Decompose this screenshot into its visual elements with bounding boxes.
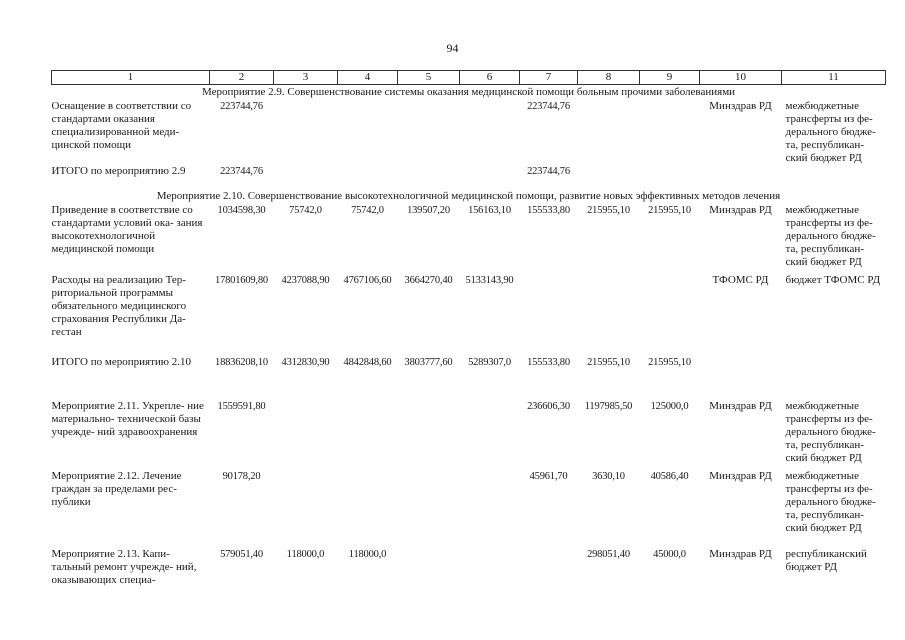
table-row [52, 274, 886, 356]
section-heading-row [52, 85, 886, 101]
activity-name: ИТОГО по мероприятию 2.9 [51, 165, 186, 177]
cell-year: 155533,80 [527, 205, 570, 216]
cell-year: 223744,76 [527, 101, 570, 112]
cell-year [640, 274, 700, 356]
activity-name: Приведение в соответствие со стандартами условий ока- зания высокотехнологичной медицинской помощи [51, 204, 203, 255]
cell-year [338, 100, 398, 165]
cell-year: 75742,0 [351, 205, 384, 216]
funding-source [782, 165, 886, 189]
cell-year: 3803777,60 [404, 357, 453, 368]
cell-total: 223744,76 [220, 101, 263, 112]
cell-year: 4237088,90 [281, 275, 330, 286]
activity-name: Мероприятие 2.13. Капи- тальный ремонт учрежде- ний, оказывающих специа- [51, 548, 197, 586]
table-row-total [52, 165, 886, 189]
funding-source: межбюджетные трансферты из фе- дерального бюдже- та, республикан- ский бюджет РД [785, 204, 876, 268]
cell-year: 215955,10 [587, 205, 630, 216]
cell-year [460, 100, 520, 165]
executor [700, 356, 782, 400]
cell-year: 155533,80 [527, 357, 570, 368]
funding-source: межбюджетные трансферты из фе- дерального бюдже- та, республикан- ский бюджет РД [785, 100, 876, 164]
cell-year: 223744,76 [527, 166, 570, 177]
cell-year [460, 165, 520, 189]
column-number-row [52, 71, 886, 85]
cell-year: 4842848,60 [343, 357, 392, 368]
column-header: 9 [640, 71, 700, 85]
cell-year [640, 100, 700, 165]
cell-year [398, 400, 460, 470]
funding-source: межбюджетные трансферты из фе- дерального бюдже- та, республикан- ский бюджет РД [785, 400, 876, 464]
table-row [52, 400, 886, 470]
cell-year: 125000,0 [650, 401, 689, 412]
column-header: 7 [520, 71, 578, 85]
cell-year [398, 548, 460, 592]
page-number: 94 [446, 41, 459, 55]
cell-year [578, 165, 640, 189]
cell-year [338, 400, 398, 470]
cell-year [338, 165, 398, 189]
executor: Минздрав РД [709, 204, 772, 216]
column-header: 2 [210, 71, 274, 85]
cell-year: 139507,20 [407, 205, 450, 216]
cell-year [460, 400, 520, 470]
cell-year: 236606,30 [527, 401, 570, 412]
cell-year: 3630,10 [592, 471, 625, 482]
column-header: 4 [338, 71, 398, 85]
cell-year [640, 165, 700, 189]
cell-total: 90178,20 [222, 471, 261, 482]
cell-year: 298051,40 [587, 549, 630, 560]
activity-name: Мероприятие 2.11. Укрепле- ние материально- технической базы учрежде- ний здравоохранения [51, 400, 204, 438]
executor: Минздрав РД [709, 100, 772, 112]
cell-total: 223744,76 [220, 166, 263, 177]
cell-year [520, 274, 578, 356]
cell-year: 215955,10 [587, 357, 630, 368]
table-row-total [52, 356, 886, 400]
cell-year: 5289307,0 [468, 357, 511, 368]
cell-year: 1197985,50 [584, 401, 633, 412]
cell-year [578, 100, 640, 165]
section-heading-row [52, 189, 886, 204]
table-row [52, 100, 886, 165]
section-title: Мероприятие 2.9. Совершенствование системы оказания медицинской помощи больным прочими заболеваниями [201, 86, 736, 98]
table-row [52, 204, 886, 274]
executor: Минздрав РД [709, 548, 772, 560]
cell-year [338, 470, 398, 548]
executor: Минздрав РД [709, 400, 772, 412]
cell-year [398, 165, 460, 189]
table-row [52, 548, 886, 592]
funding-source: бюджет ТФОМС РД [785, 274, 881, 286]
activity-name: Оснащение в соответствии со стандартами оказания специализированной меди- цинской помощи [51, 100, 192, 151]
column-header: 6 [460, 71, 520, 85]
cell-year [578, 274, 640, 356]
program-table-container [51, 70, 886, 592]
executor [700, 165, 782, 189]
executor: ТФОМС РД [712, 274, 769, 286]
column-header: 8 [578, 71, 640, 85]
program-activities-table [51, 70, 886, 592]
column-header: 3 [274, 71, 338, 85]
cell-year: 3664270,40 [404, 275, 453, 286]
cell-year [274, 470, 338, 548]
column-header: 1 [52, 71, 210, 85]
cell-year: 156163,10 [468, 205, 511, 216]
cell-year [460, 548, 520, 592]
activity-name: ИТОГО по мероприятию 2.10 [51, 356, 191, 368]
funding-source: республиканский бюджет РД [785, 548, 867, 573]
cell-year [274, 165, 338, 189]
cell-year: 45000,0 [653, 549, 686, 560]
cell-total: 579051,40 [220, 549, 263, 560]
cell-year [274, 400, 338, 470]
cell-total: 18836208,10 [215, 357, 268, 368]
section-title: Мероприятие 2.10. Совершенствование высокотехнологичной медицинской помощи, развитие новых эффективных методов лечения [156, 190, 781, 202]
column-header: 10 [700, 71, 782, 85]
cell-year: 215955,10 [648, 357, 691, 368]
column-header: 11 [782, 71, 886, 85]
activity-name: Расходы на реализацию Тер- риториальной программы обязательного медицинского страхования Республики Да- гестан [51, 274, 187, 338]
funding-source [782, 356, 886, 400]
column-header: 5 [398, 71, 460, 85]
cell-year: 40586,40 [650, 471, 689, 482]
cell-year: 5133143,90 [465, 275, 514, 286]
cell-year [274, 100, 338, 165]
cell-year: 118000,0 [348, 549, 387, 560]
cell-year [398, 100, 460, 165]
cell-total: 1034598,30 [217, 205, 266, 216]
cell-year: 118000,0 [286, 549, 325, 560]
activity-name: Мероприятие 2.12. Лечение граждан за пределами рес- публики [51, 470, 182, 508]
cell-year: 4312830,90 [281, 357, 330, 368]
cell-year [520, 548, 578, 592]
cell-total: 1559591,80 [217, 401, 266, 412]
cell-year: 4767106,60 [343, 275, 392, 286]
cell-year: 45961,70 [529, 471, 568, 482]
funding-source: межбюджетные трансферты из фе- дерального бюдже- та, республикан- ский бюджет РД [785, 470, 876, 534]
cell-year: 75742,0 [289, 205, 322, 216]
cell-year: 215955,10 [648, 205, 691, 216]
executor: Минздрав РД [709, 470, 772, 482]
cell-year [398, 470, 460, 548]
cell-year [460, 470, 520, 548]
cell-total: 17801609,80 [215, 275, 268, 286]
table-row [52, 470, 886, 548]
